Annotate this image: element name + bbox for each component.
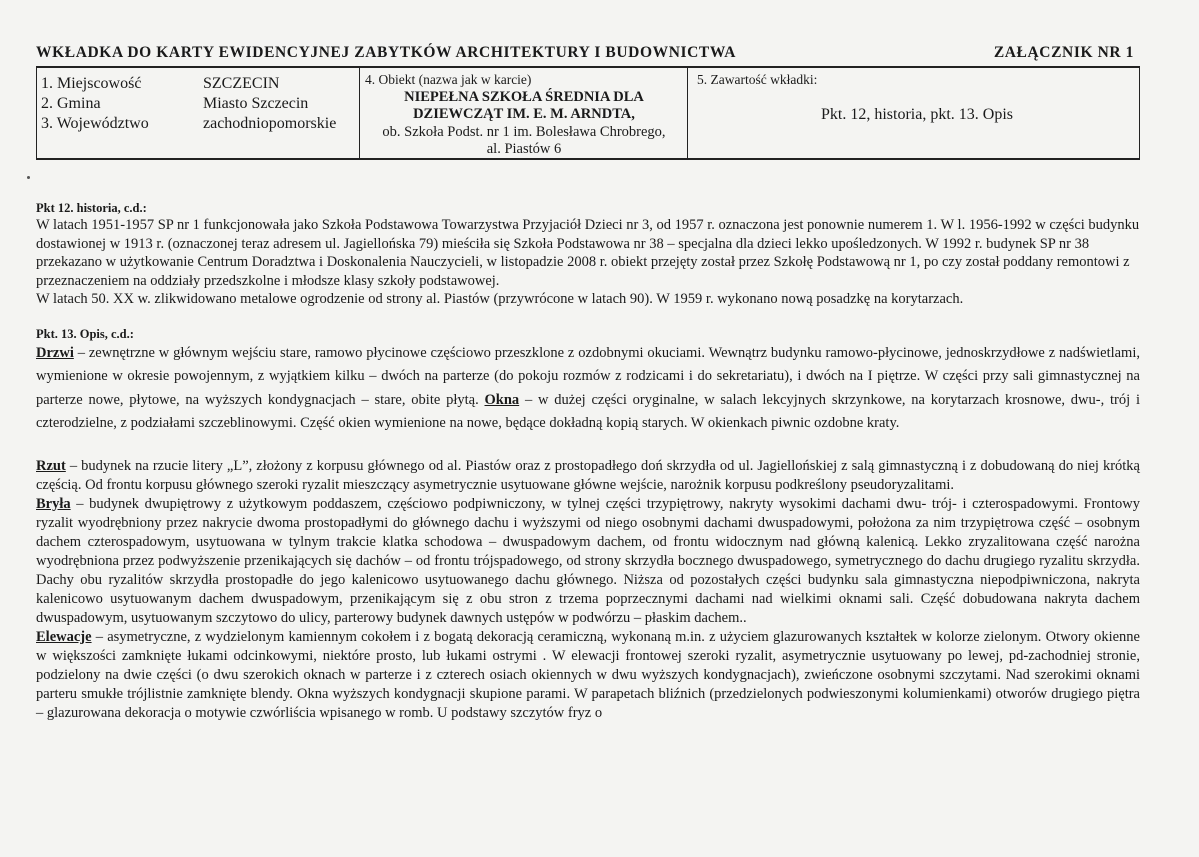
document-body [36, 200, 1140, 723]
contents-cell [697, 71, 1137, 123]
massing-text: – budynek dwupiętrowy z użytkowym poddaszem, częściowo podpiwniczony, w tylnej części trzypiętrowy, nakryty wysokimi dachami dwu- trój- i czterospadowymi. Frontowy ryzalit wyodrębniony przez nakrycie dwoma prostopadłymi do głównego dachu i wyższymi od niego osobnymi dachami dwuspadowymi, położona za nim trzypiętrowa część – osobnym dachem czterospadowym, usytuowana w tylnym trakcie klatka schodowa – dwuspadowym dachem, od frontu widocznym nad główną kalenicą. Lekko zryzalitowana część narożna wyodrębniona przez podwyższenie przenikających się dachów – od frontu trójspadowego, od strony skrzydła bocznego dwuspadowego, symetrycznego do dachu drugiego ryzalitu skrzydła. Dachy obu ryzalitów skrzydła prostopadłe do jego kalenicowo usytuowanego dachu głównego. Niższa od pozostałych części budynku sala gimnastyczna niepodpiwniczona, nakryta kalenicowo usytuowanym dachem dwuspadowym, przenikającym się z obu stron z trzema poprzecznymi dachami nad wielkimi oknami sali. Część dobudowana nakryta dachem dwuspadowym, usytuowanym szczytowo do ulicy, parterowy budynek dawnych ustępów w podwórzu – płaskim dachem.. [36, 495, 1140, 626]
massing-paragraph [36, 495, 1140, 628]
section-12-paragraph-2: W latach 50. XX w. zlikwidowano metalowe ogrodzenie od strony al. Piastów (przywrócone w latach 90). W 1959 r. wykonano nową posadzkę na korytarzach. [36, 291, 964, 307]
plan-paragraph [36, 457, 1140, 495]
contents-value: Pkt. 12, historia, pkt. 13. Opis [820, 106, 1013, 123]
massing-label: Bryła [36, 495, 71, 512]
doors-windows-paragraph [36, 342, 1140, 436]
label-locality: 1. Miejscowość [41, 75, 142, 92]
location-values [203, 74, 336, 134]
windows-text: – w dużej części oryginalne, w salach lekcyjnych skrzynkowe, na korytarzach krosnowe, dwu-, trój i czterodzielne, z podziałami szczeblinowymi. Część okien wymienione na nowe, będące dokładną kopią starych. W okienkach piwnic ozdobne kraty. [36, 391, 1140, 431]
plan-text: – budynek na rzucie litery „L”, złożony z korpusu głównego od al. Piastów oraz z prostopadłego doń skrzydła od ul. Jagiellońskiej z salą gimnastyczną i z dobudowaną do niej krótką częścią. Od frontu korpusu głównego szeroki ryzalit mieszczący asymetrycznie usytuowane główne wejście, narożnik korpusu podkreślony pseudoryzalitami. [36, 457, 1140, 493]
object-sub-line2: al. Piastów 6 [486, 141, 562, 157]
section-12-heading: Pkt 12. historia, c.d.: [36, 201, 147, 215]
annex-number: ZAŁĄCZNIK NR 1 [993, 44, 1134, 61]
contents-label: 5. Zawartość wkładki: [697, 72, 818, 87]
section-13-heading: Pkt. 13. Opis, c.d.: [36, 326, 134, 341]
label-commune: 2. Gmina [41, 95, 101, 112]
object-label: 4. Obiekt (nazwa jak w karcie) [365, 72, 532, 87]
document-title: WKŁADKA DO KARTY EWIDENCYJNEJ ZABYTKÓW ARCHITEKTURY I BUDOWNICTWA [36, 44, 737, 61]
table-divider [687, 68, 688, 158]
table-divider [359, 68, 360, 158]
doors-label: Drzwi [36, 344, 74, 361]
plan-label: Rzut [36, 457, 66, 474]
windows-label: Okna [484, 391, 520, 408]
facades-paragraph [36, 628, 1140, 723]
facades-label: Elewacje [36, 628, 92, 645]
location-labels [41, 74, 149, 134]
object-name-line2: DZIEWCZĄT IM. E. M. ARNDTA, [413, 106, 635, 122]
value-voivodeship: zachodniopomorskie [203, 115, 337, 132]
object-cell [361, 71, 687, 159]
section-12-paragraph: W latach 1951-1957 SP nr 1 funkcjonowała jako Szkoła Podstawowa Towarzystwa Przyjaciół Dzieci nr 3, od 1957 r. oznaczona jest ponownie numerem 1. W l. 1956-1992 w części budynku dostawionej w 1913 r. (oznaczonej teraz adresem ul. Jagiellońska 79) mieściła się Szkoła Podstawowa nr 38 – specjalna dla dzieci lekko upośledzonych. W 1992 r. budynek SP nr 38 przekazano w użytkowanie Centrum Doradztwa i Doskonalenia Nauczycieli, w listopadzie 2008 r. obiekt przejęty został przez Szkołę Podstawową nr 1, po czy został poddany remontowi z przeznaczeniem na oddziały przedszkolne i młodsze klasy szkoły podstawowej. [36, 217, 1140, 289]
object-name-line1: NIEPEŁNA SZKOŁA ŚREDNIA DLA [404, 88, 644, 105]
document-header [36, 40, 1140, 64]
scan-speck [27, 176, 30, 179]
doors-text: – zewnętrzne w głównym wejściu stare, ramowo płycinowe częściowo przeszklone z ozdobnymi okuciami. Wewnątrz budynku ramowo-płycinowe, jednoskrzydłowe z nadświetlami, wymienione w okresie powojennym, z wyjątkiem kilku – dwóch na parterze (do pokoju rozmów z rodzicami i do sekretariatu), i dwóch na I piętrze. W części przy sali gimnastycznej na parterze nowe, płytowe, na wyższych kondygnacjach – stare, obite płytą. [36, 344, 1140, 408]
metadata-table [36, 68, 1140, 160]
label-voivodeship: 3. Województwo [41, 115, 149, 132]
value-locality: SZCZECIN [203, 75, 280, 92]
object-sub-line1: ob. Szkoła Podst. nr 1 im. Bolesława Chrobrego, [382, 123, 666, 140]
facades-text: – asymetryczne, z wydzielonym kamiennym cokołem i z bogatą dekoracją ceramiczną, wykonaną m.in. z użyciem glazurowanych kształtek w kolorze zielonym. Otwory okienne w większości zamknięte łukami odcinkowymi, niektóre prosto, lub łukami ostrymi . W elewacji frontowej szeroki ryzalit, asymetrycznie usytuowany po lewej, pd-zachodniej stronie, podzielony na dwie części (o dwu szerokich oknach w parterze i z czterech osiach okiennych w dwu wyższych kondygnacjach), zwieńczone osobnymi szczytami. Nad szerokimi oknami parteru smukłe trójlistnie zamknięte blendy. Okna wyższych kondygnacji skupione parami. W parapetach bliźnich (przedzielonych podwieszonymi kolumienkami) otworów drugiego piętra – glazurowana dekoracja o motywie czwórliścia wpisanego w romb. U podstawy szczytów fryz o [36, 628, 1140, 721]
value-commune: Miasto Szczecin [203, 95, 309, 112]
